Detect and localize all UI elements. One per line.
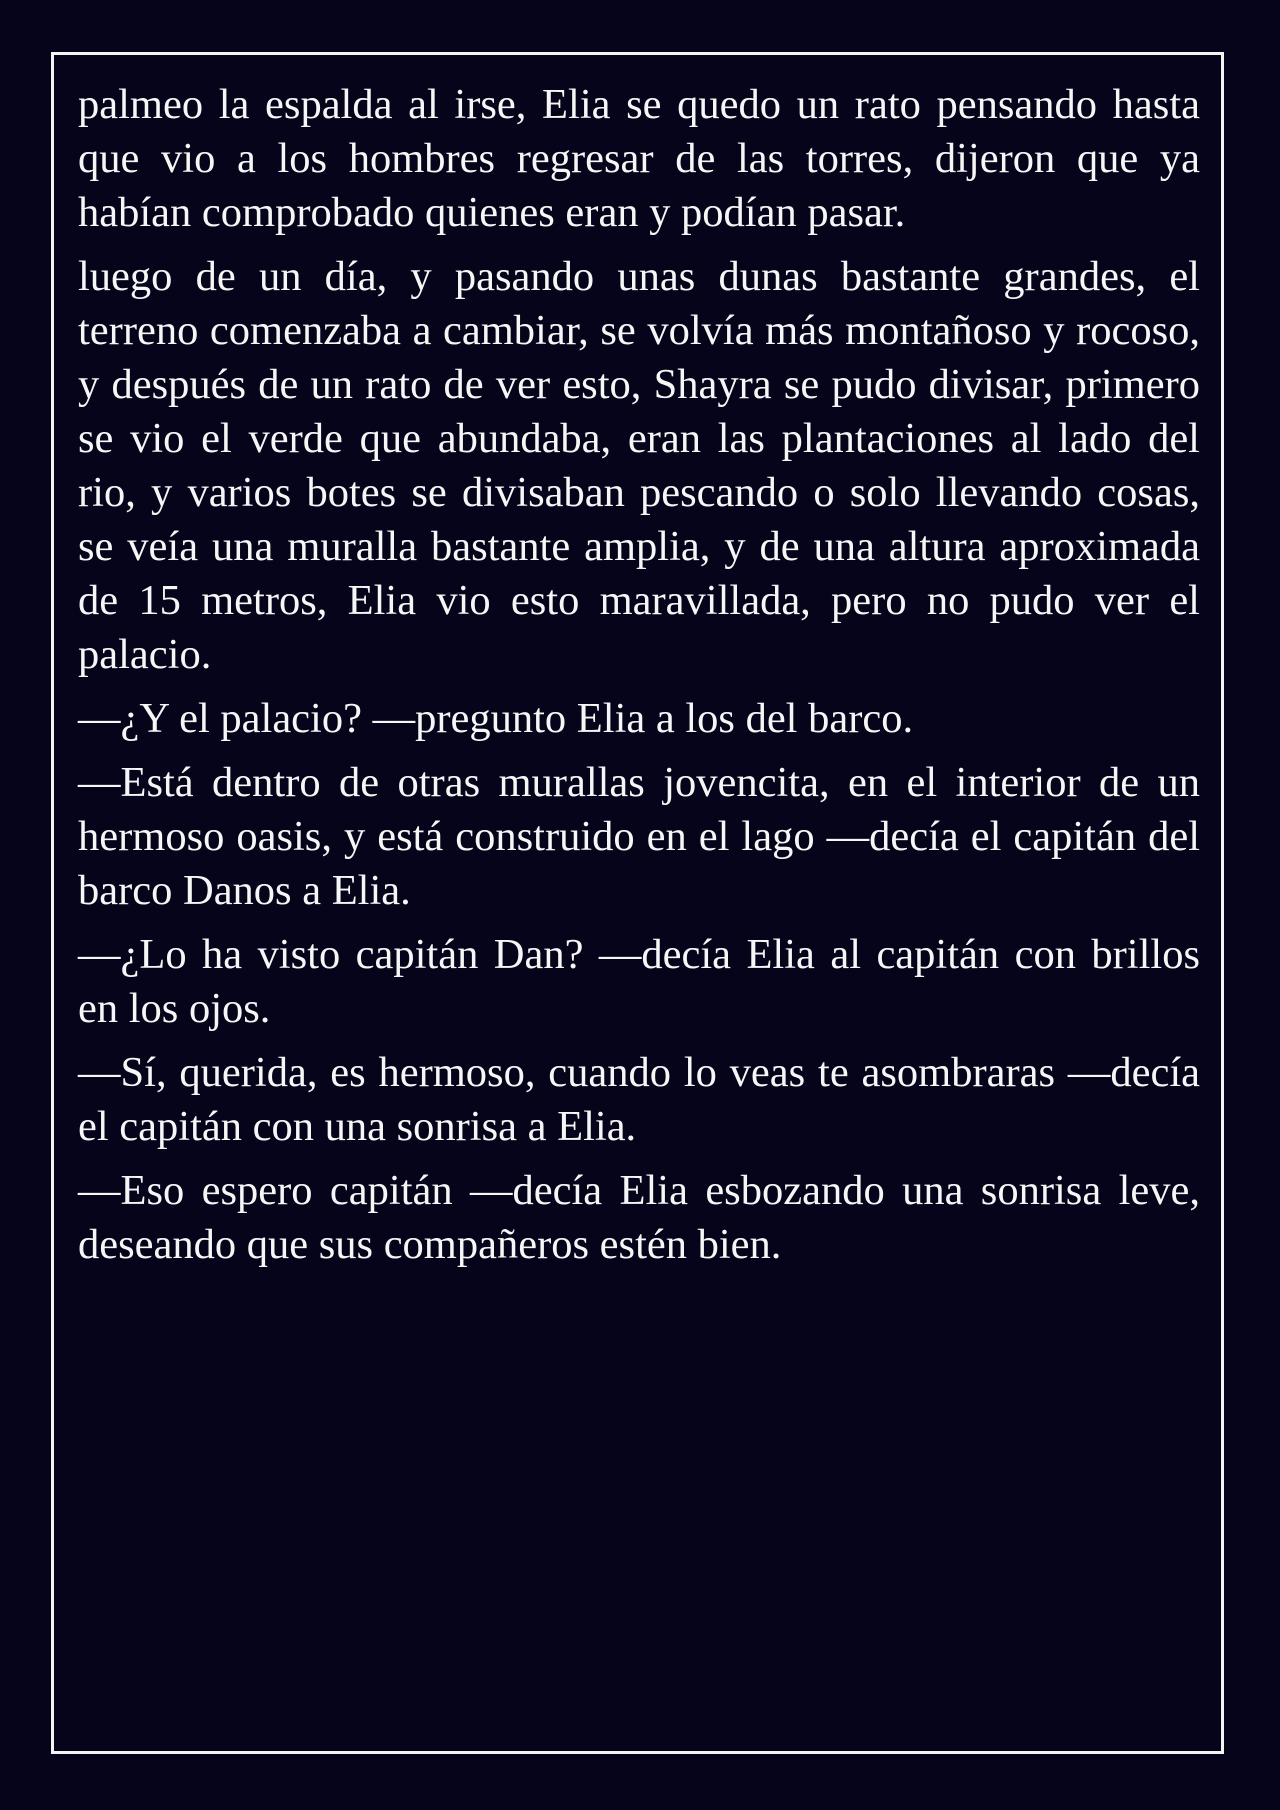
paragraph: palmeo la espalda al irse, Elia se quedo un rato pensando hasta que vio a los hombres regresar de las torres, dijeron que ya habían comprobado quienes eran y podían pasar. [78,81,1200,236]
dialogue-paragraph: —Está dentro de otras murallas jovencita, en el interior de un hermoso oasis, y está construido en el lago —decía el capitán del barco Danos a Elia. [78,759,1200,914]
dialogue-paragraph: —Sí, querida, es hermoso, cuando lo veas te asombraras —decía el capitán con una sonrisa a Elia. [78,1049,1200,1150]
dialogue-paragraph: —¿Lo ha visto capitán Dan? —decía Elia al capitán con brillos en los ojos. [78,931,1200,1032]
dialogue-paragraph: —Eso espero capitán —decía Elia esbozando una sonrisa leve, deseando que sus compañeros estén bien. [78,1167,1200,1268]
paragraph: luego de un día, y pasando unas dunas bastante grandes, el terreno comenzaba a cambiar, se volvía más montañoso y rocoso, y después de un rato de ver esto, Shayra se pudo divisar, primero se vio el verde que abundaba, eran las plantaciones al lado del rio, y varios botes se divisaban pescando o solo llevando cosas, se veía una muralla bastante amplia, y de una altura aproximada de 15 metros, Elia vio esto maravillada, pero no pudo ver el palacio. [78,253,1200,678]
dialogue-paragraph: —¿Y el palacio? —pregunto Elia a los del barco. [78,695,914,742]
story-text [78,78,1200,1282]
